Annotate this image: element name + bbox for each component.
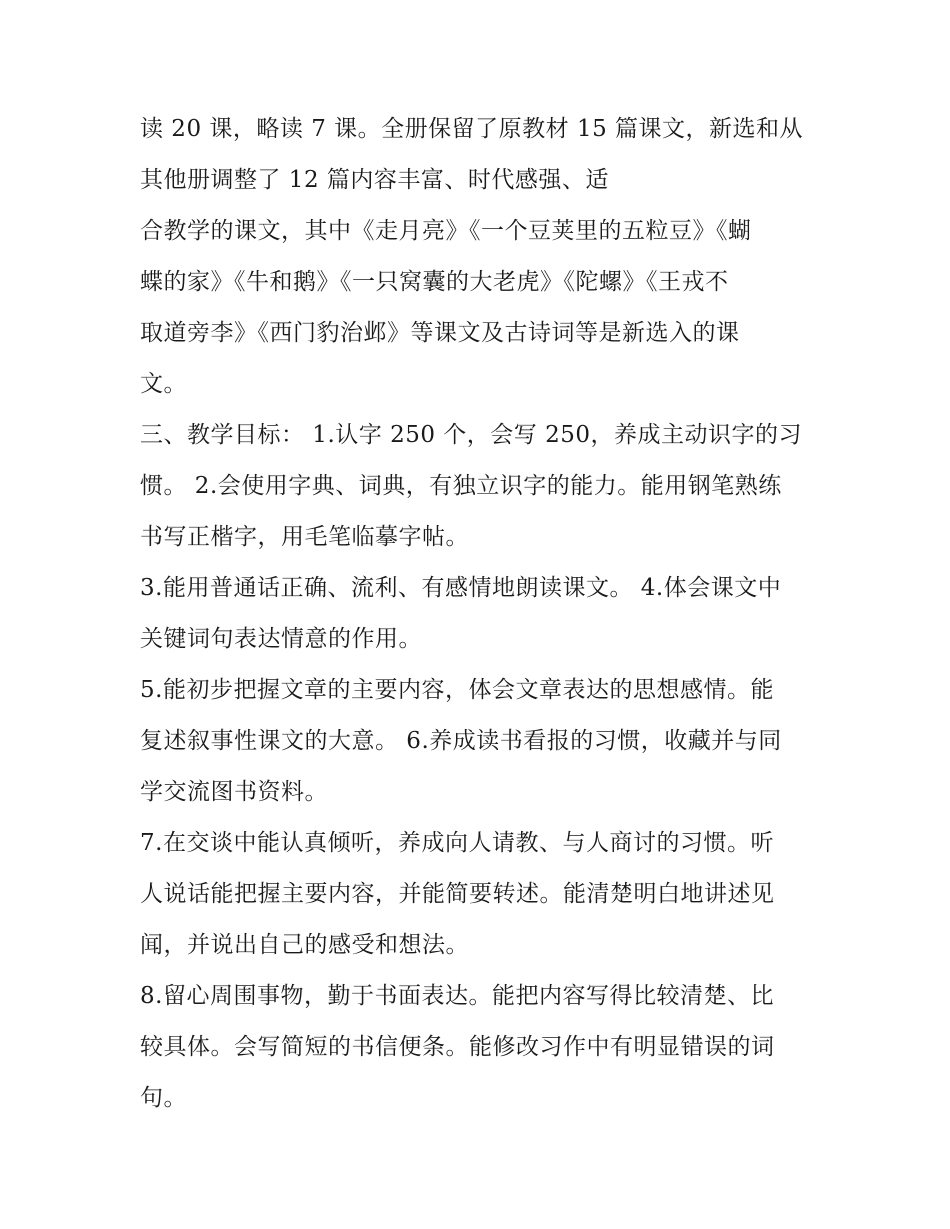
text-line: 三、教学目标： 1.认字 250 个，会写 250，养成主动识字的习 xyxy=(140,422,802,448)
text-line: 学交流图书资料。 xyxy=(140,779,328,805)
text-line: 其他册调整了 12 篇内容丰富、时代感强、适 xyxy=(140,167,609,193)
text-line: 3.能用普通话正确、流利、有感情地朗读课文。 4.体会课文中 xyxy=(140,575,782,601)
text-line: 句。 xyxy=(140,1085,187,1111)
text-line: 8.留心周围事物，勤于书面表达。能把内容写得比较清楚、比 xyxy=(140,983,774,1009)
text-line: 取道旁李》《西门豹治邺》等课文及古诗词等是新选入的课 xyxy=(140,320,740,346)
text-line: 7.在交谈中能认真倾听，养成向人请教、与人商讨的习惯。听 xyxy=(140,830,774,856)
text-line: 文。 xyxy=(140,371,187,397)
text-line: 复述叙事性课文的大意。 6.养成读书看报的习惯，收藏并与同 xyxy=(140,728,782,754)
text-line: 关键词句表达情意的作用。 xyxy=(140,626,422,652)
text-line: 合教学的课文，其中《走月亮》《一个豆荚里的五粒豆》《蝴 xyxy=(140,218,752,244)
text-line: 闻，并说出自己的感受和想法。 xyxy=(140,932,469,958)
text-line: 人说话能把握主要内容，并能简要转述。能清楚明白地讲述见 xyxy=(140,881,775,907)
text-line: 5.能初步把握文章的主要内容，体会文章表达的思想感情。能 xyxy=(140,677,774,703)
text-line: 惯。 2.会使用字典、词典，有独立识字的能力。能用钢笔熟练 xyxy=(140,473,782,499)
text-line: 书写正楷字，用毛笔临摹字帖。 xyxy=(140,524,469,550)
text-line: 蝶的家》《牛和鹅》《一只窝囊的大老虎》《陀螺》《王戎不 xyxy=(140,269,729,295)
text-line: 较具体。会写简短的书信便条。能修改习作中有明显错误的词 xyxy=(140,1034,775,1060)
text-line: 读 20 课，略读 7 课。全册保留了原教材 15 篇课文，新选和从 xyxy=(140,116,804,142)
